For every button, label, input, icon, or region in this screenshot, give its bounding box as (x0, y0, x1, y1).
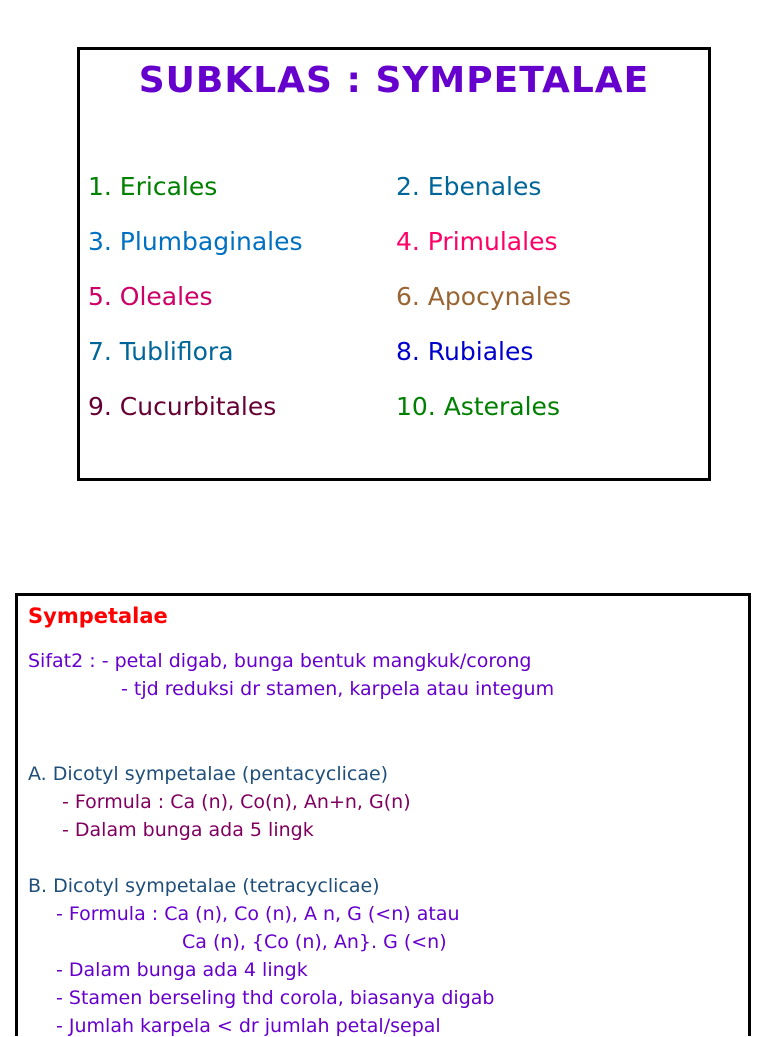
section-a-heading: A. Dicotyl sympetalae (pentacyclicae) (28, 763, 389, 785)
section-b-stamen: - Stamen berseling thd corola, biasanya digab (56, 987, 495, 1009)
section-a-formula: - Formula : Ca (n), Co(n), An+n, G(n) (62, 791, 411, 813)
order-item: 8. Rubiales (396, 337, 534, 366)
section-b-cutoff-line: - Jumlah karpela < dr jumlah petal/sepal (56, 1015, 441, 1037)
order-item: 1. Ericales (88, 172, 218, 201)
order-item: 7. Tubliflora (88, 337, 234, 366)
section-b-heading: B. Dicotyl sympetalae (tetracyclicae) (28, 875, 380, 897)
sifat-line-2: - tjd reduksi dr stamen, karpela atau integum (121, 678, 555, 700)
sifat-line-1: Sifat2 : - petal digab, bunga bentuk mangkuk/corong (28, 650, 532, 672)
slide-title: SUBKLAS : SYMPETALAE (138, 60, 650, 101)
notes-title: Sympetalae (28, 604, 168, 628)
order-item: 4. Primulales (396, 227, 558, 256)
section-b-formula-1: - Formula : Ca (n), Co (n), A n, G (<n) atau (56, 903, 460, 925)
order-item: 5. Oleales (88, 282, 213, 311)
order-item: 6. Apocynales (396, 282, 572, 311)
order-item: 2. Ebenales (396, 172, 542, 201)
section-a-lingk: - Dalam bunga ada 5 lingk (62, 819, 314, 841)
order-item: 3. Plumbaginales (88, 227, 303, 256)
slide-sympetalae-notes (15, 593, 751, 1036)
order-item: 9. Cucurbitales (88, 392, 277, 421)
section-b-formula-2: Ca (n), {Co (n), An}. G (<n) (182, 931, 447, 953)
order-item: 10. Asterales (396, 392, 560, 421)
slide-sympetalae-orders (77, 47, 711, 481)
section-b-lingk: - Dalam bunga ada 4 lingk (56, 959, 308, 981)
